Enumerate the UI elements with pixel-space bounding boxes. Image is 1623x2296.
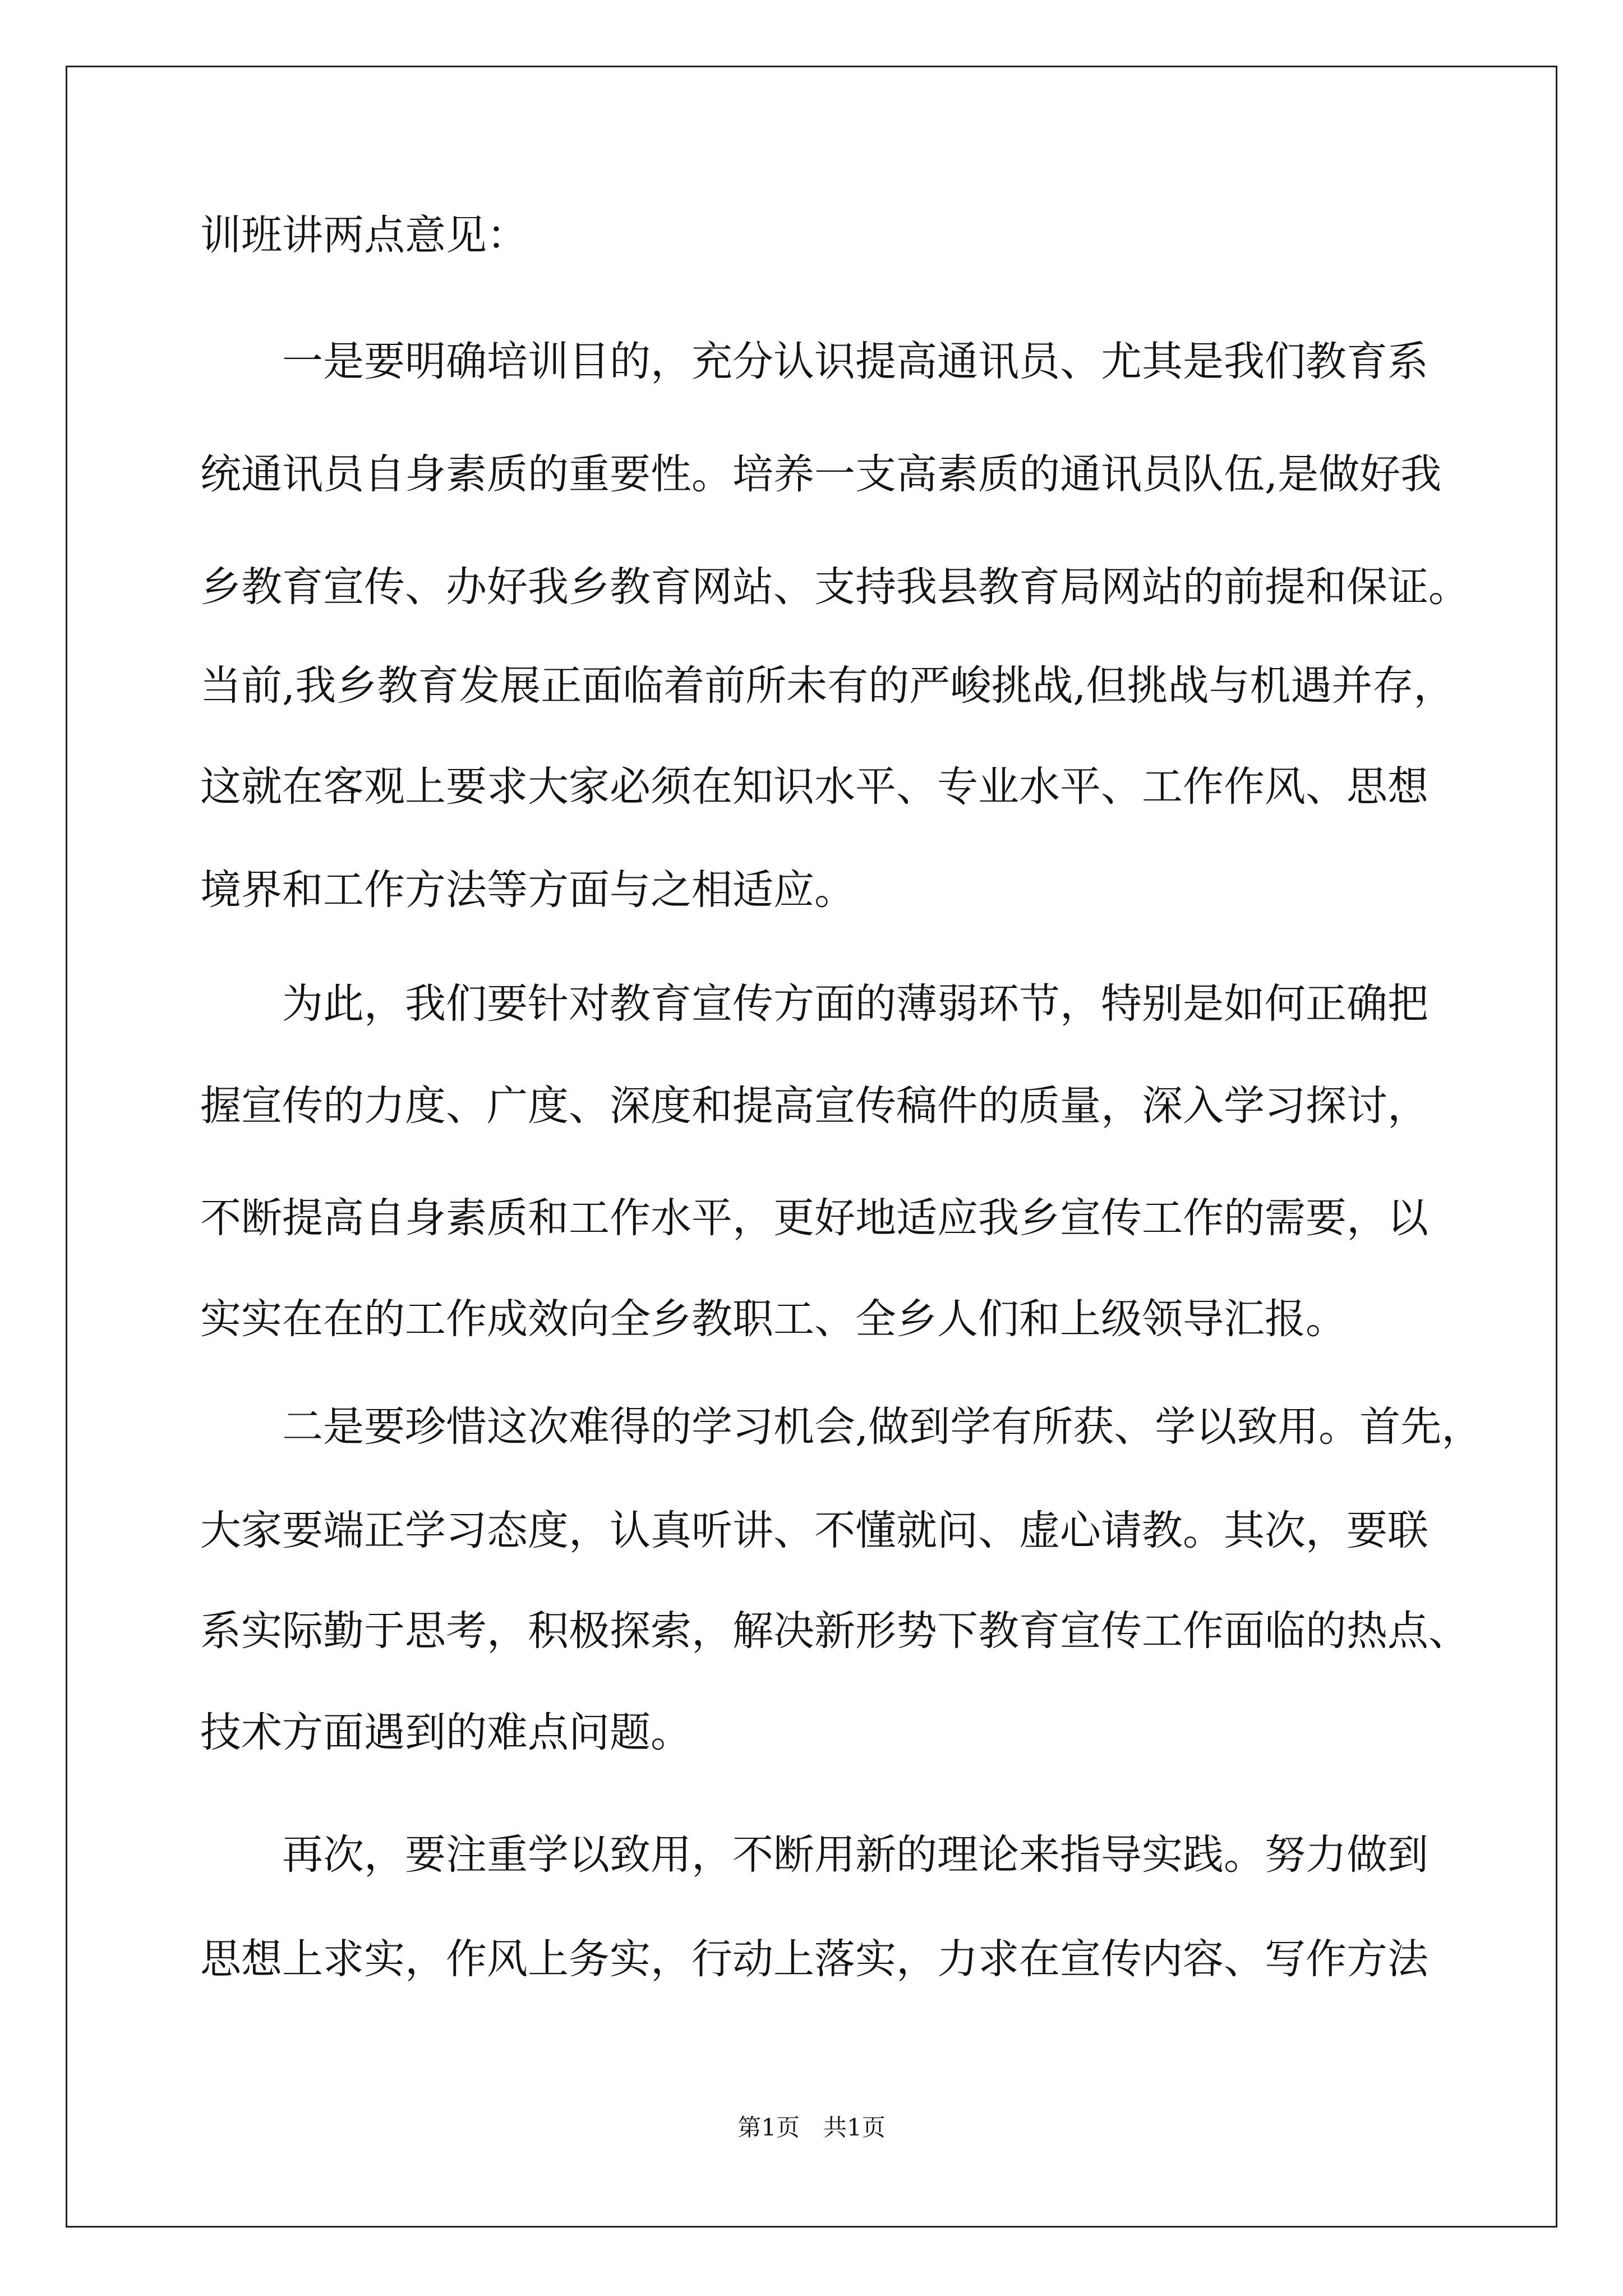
text-line: 统通讯员自身素质的重要性。培养一支高素质的通讯员队伍,是做好我 <box>200 450 1442 498</box>
text-line: 乡教育宣传、办好我乡教育网站、支持我县教育局网站的前提和保证。 <box>200 563 1469 611</box>
text-line: 二是要珍惜这次难得的学习机会,做到学有所获、学以致用。首先， <box>200 1403 1483 1451</box>
page-number: 第1页 共1页 <box>737 2114 886 2141</box>
text-line: 境界和工作方法等方面与之相适应。 <box>200 866 855 914</box>
text-line: 这就在客观上要求大家必须在知识水平、专业水平、工作作风、思想 <box>200 763 1428 811</box>
text-line: 握宣传的力度、广度、深度和提高宣传稿件的质量，深入学习探讨， <box>200 1082 1428 1130</box>
text-line: 再次，要注重学以致用，不断用新的理论来指导实践。努力做到 <box>200 1831 1428 1879</box>
text-line: 系实际勤于思考，积极探索，解决新形势下教育宣传工作面临的热点、 <box>200 1607 1469 1655</box>
text-line: 为此，我们要针对教育宣传方面的薄弱环节，特别是如何正确把 <box>200 980 1428 1028</box>
text-line: 技术方面遇到的难点问题。 <box>200 1709 691 1756</box>
text-line: 大家要端正学习态度，认真听讲、不懂就问、虚心请教。其次，要联 <box>200 1507 1428 1554</box>
text-line: 思想上求实，作风上务实，行动上落实，力求在宣传内容、写作方法 <box>200 1935 1428 1983</box>
text-line: 一是要明确培训目的，充分认识提高通讯员、尤其是我们教育系 <box>200 338 1428 385</box>
page-footer <box>0 2116 1623 2139</box>
page-frame <box>66 66 1557 2228</box>
text-line: 训班讲两点意见： <box>200 211 528 259</box>
text-line: 实实在在的工作成效向全乡教职工、全乡人们和上级领导汇报。 <box>200 1295 1347 1343</box>
text-line: 不断提高自身素质和工作水平，更好地适应我乡宣传工作的需要，以 <box>200 1194 1428 1242</box>
text-line: 当前,我乡教育发展正面临着前所未有的严峻挑战,但挑战与机遇并存， <box>200 662 1455 710</box>
